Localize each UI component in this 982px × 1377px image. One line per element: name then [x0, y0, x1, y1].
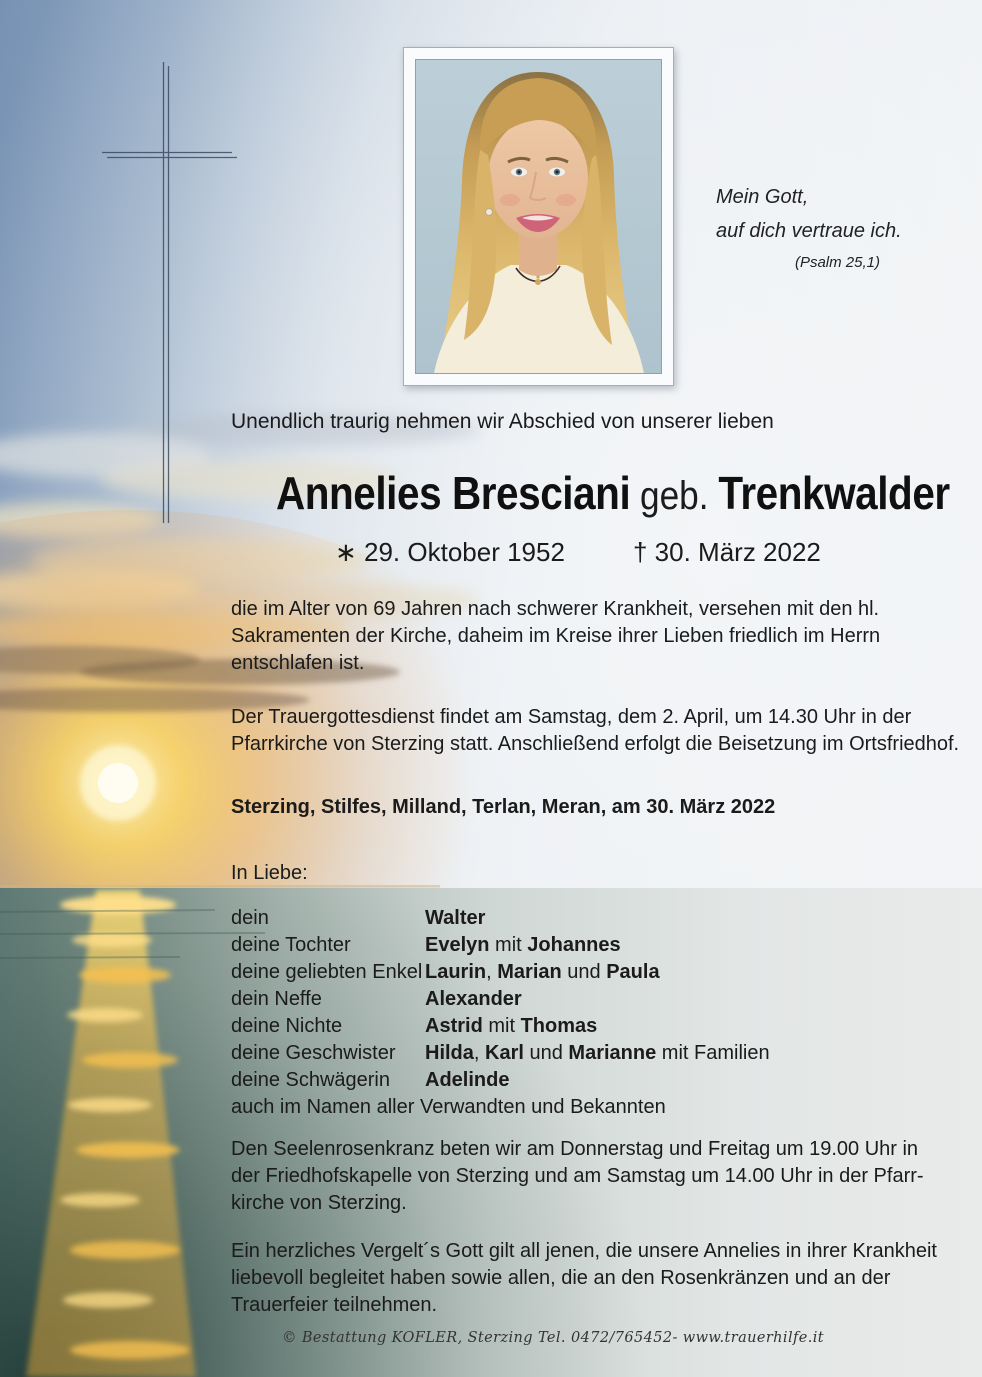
text-line: kirche von Sterzing.: [231, 1192, 407, 1214]
family-relation-label: dein: [231, 907, 269, 929]
text-line: Ein herzliches Vergelt´s Gott gilt all jenen, die unsere Annelies in ihrer Krankheit: [231, 1240, 937, 1262]
text-line: liebevoll begleitet haben sowie allen, die an den Rosenkränzen und an der: [231, 1267, 891, 1289]
psalm-source: (Psalm 25,1): [794, 254, 880, 271]
family-row: [231, 986, 971, 1013]
intro-text: Unendlich traurig nehmen wir Abschied von unserer lieben: [231, 410, 774, 433]
places-date-line: Sterzing, Stilfes, Milland, Terlan, Meran, am 30. März 2022: [231, 796, 776, 818]
cross-icon: [95, 55, 245, 535]
family-relation-label: deine geliebten Enkel: [231, 961, 423, 983]
family-relation-label: deine Schwägerin: [231, 1069, 390, 1091]
family-row: [231, 932, 971, 959]
horizon-line: [0, 885, 440, 888]
family-row: [231, 1013, 971, 1040]
death-date: † 30. März 2022: [633, 537, 821, 567]
maiden-name: Trenkwalder: [718, 467, 950, 519]
family-relation-label: deine Geschwister: [231, 1042, 396, 1064]
deceased-first-names: Annelies Bresciani: [275, 467, 631, 519]
family-row: [231, 905, 971, 932]
text-line: die im Alter von 69 Jahren nach schwerer Krankheit, versehen mit den hl.: [231, 598, 880, 620]
text-line: der Friedhofskapelle von Sterzing und am Samstag um 14.00 Uhr in der Pfarr-: [231, 1165, 924, 1187]
family-names: Evelyn mit Johannes: [425, 934, 621, 956]
family-relation-label: deine Tochter: [231, 934, 351, 956]
rosary-paragraph: [231, 1136, 924, 1217]
text-line: Der Trauergottesdienst findet am Samstag, dem 2. April, um 14.30 Uhr in der: [231, 706, 912, 728]
family-rows: [231, 905, 971, 1094]
family-names: Laurin, Marian und Paula: [425, 961, 660, 983]
family-names: Walter: [425, 907, 486, 929]
family-list: [231, 905, 971, 1121]
in-love-label: In Liebe:: [231, 862, 308, 884]
portrait-photo-frame: [403, 47, 674, 386]
psalm-line: auf dich vertraue ich.: [716, 220, 902, 242]
portrait-photo: [415, 59, 662, 374]
family-relation-label: deine Nichte: [231, 1015, 343, 1037]
family-relation-label: dein Neffe: [231, 988, 322, 1010]
service-paragraph: [231, 704, 959, 758]
family-names: Astrid mit Thomas: [425, 1015, 598, 1037]
text-line: Den Seelenrosenkranz beten wir am Donnerstag und Freitag um 19.00 Uhr in: [231, 1138, 919, 1160]
text-line: Sakramenten der Kirche, daheim im Kreise ihrer Lieben friedlich im Herrn: [231, 625, 881, 647]
text-line: entschlafen ist.: [231, 652, 365, 674]
family-row: [231, 1040, 971, 1067]
psalm-quote: [716, 180, 902, 273]
psalm-line: Mein Gott,: [716, 186, 809, 208]
sun: [98, 763, 138, 803]
family-closing: auch im Namen aller Verwandten und Bekannten: [231, 1096, 666, 1118]
family-names: Alexander: [425, 988, 522, 1010]
maiden-connector: geb.: [630, 474, 719, 518]
pearl-earring: [486, 209, 493, 216]
text-line: Trauerfeier teilnehmen.: [231, 1294, 438, 1316]
deceased-name: [230, 466, 970, 520]
text-line: Pfarrkirche von Sterzing statt. Anschließend erfolgt die Beisetzung im Ortsfriedhof.: [231, 733, 960, 755]
thanks-paragraph: [231, 1238, 937, 1319]
death-paragraph: [231, 596, 880, 677]
birth-date: ∗ 29. Oktober 1952: [335, 537, 565, 567]
funeral-home-imprint: © Bestattung KOFLER, Sterzing Tel. 0472/765452- www.trauerhilfe.it: [281, 1330, 825, 1346]
family-names: Adelinde: [425, 1069, 510, 1091]
family-row: [231, 959, 971, 986]
family-names: Hilda, Karl und Marianne mit Familien: [425, 1042, 770, 1064]
family-row: [231, 1067, 971, 1094]
